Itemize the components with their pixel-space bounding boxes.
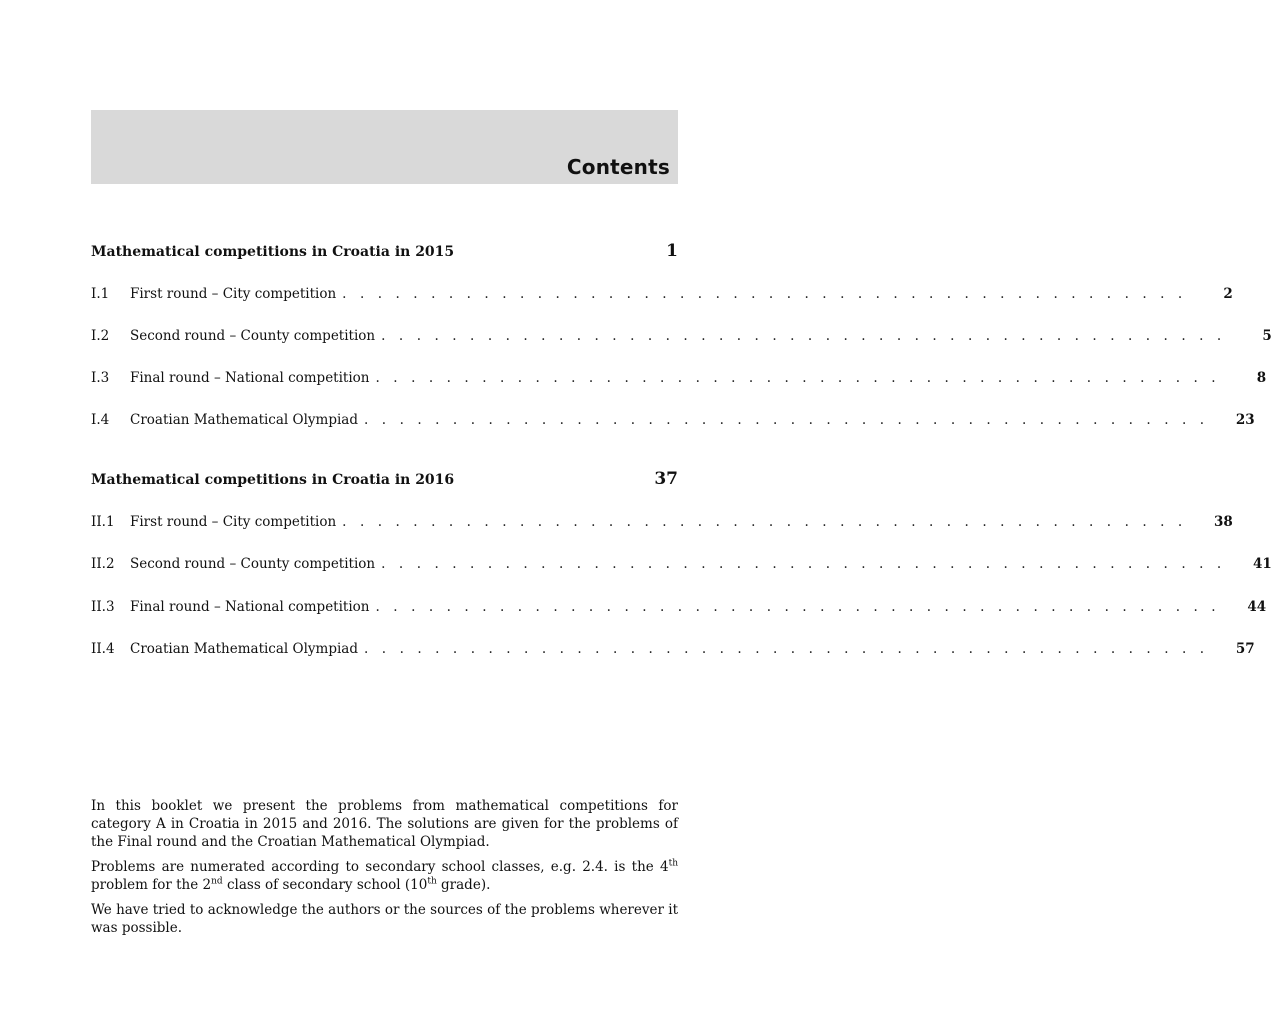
section-number: II.3 bbox=[91, 599, 115, 615]
section-page-number: 57 bbox=[1235, 641, 1255, 657]
section-title: Croatian Mathematical Olympiad bbox=[130, 641, 358, 657]
contents-title: Contents bbox=[566, 155, 670, 179]
part-title: Mathematical competitions in Croatia in 2016 bbox=[91, 472, 455, 488]
intro-p2-part-b: problem for the 2 bbox=[91, 877, 212, 893]
superscript-th: th bbox=[427, 876, 437, 887]
section-number: I.1 bbox=[91, 286, 110, 302]
dot-leader: . . . . . . . . . . . . . . . . . . . . . . . . . . . . . . . . . . . . . . . . . . . . . . . . bbox=[375, 599, 1221, 615]
intro-p2-part-d: grade). bbox=[436, 877, 491, 893]
toc-entry[interactable] bbox=[91, 556, 1272, 576]
section-title: Croatian Mathematical Olympiad bbox=[130, 412, 358, 428]
toc-entry[interactable] bbox=[91, 514, 1233, 534]
part-page-number: 1 bbox=[666, 241, 678, 261]
section-page-number: 5 bbox=[1262, 328, 1272, 344]
section-title: Second round – County competition bbox=[130, 556, 376, 572]
dot-leader: . . . . . . . . . . . . . . . . . . . . . . . . . . . . . . . . . . . . . . . . . . . . . . . . bbox=[342, 514, 1187, 530]
section-number: I.3 bbox=[91, 370, 110, 386]
part-page-number: 37 bbox=[654, 469, 678, 489]
superscript-th: th bbox=[668, 858, 678, 869]
part-title: Mathematical competitions in Croatia in 2015 bbox=[91, 244, 455, 260]
section-page-number: 23 bbox=[1235, 412, 1255, 428]
dot-leader: . . . . . . . . . . . . . . . . . . . . . . . . . . . . . . . . . . . . . . . . . . . . . . . . bbox=[364, 641, 1209, 657]
toc-entry[interactable] bbox=[91, 370, 1267, 390]
section-page-number: 44 bbox=[1247, 599, 1267, 615]
toc-part-2015[interactable] bbox=[91, 241, 678, 263]
section-number: II.2 bbox=[91, 556, 115, 572]
section-page-number: 8 bbox=[1256, 370, 1267, 386]
section-number: II.1 bbox=[91, 514, 115, 530]
section-page-number: 41 bbox=[1253, 556, 1272, 572]
intro-text bbox=[91, 797, 678, 944]
toc-entry[interactable] bbox=[91, 641, 1255, 661]
intro-p2-part-a: Problems are numerated according to secondary school classes, e.g. 2.4. is the 4 bbox=[91, 859, 669, 875]
dot-leader: . . . . . . . . . . . . . . . . . . . . . . . . . . . . . . . . . . . . . . . . . . . . . . . . bbox=[381, 556, 1226, 572]
superscript-nd: nd bbox=[211, 876, 223, 887]
intro-paragraph-3: We have tried to acknowledge the authors or the sources of the problems wherever it was possible. bbox=[91, 902, 678, 936]
section-number: I.4 bbox=[91, 412, 110, 428]
section-number: I.2 bbox=[91, 328, 110, 344]
toc-entry[interactable] bbox=[91, 328, 1272, 348]
section-title: Second round – County competition bbox=[130, 328, 376, 344]
toc-entry[interactable] bbox=[91, 599, 1267, 619]
dot-leader: . . . . . . . . . . . . . . . . . . . . . . . . . . . . . . . . . . . . . . . . . . . . . . . . bbox=[375, 370, 1221, 386]
intro-p2-part-c: class of secondary school (10 bbox=[222, 877, 428, 893]
toc-entry[interactable] bbox=[91, 286, 1233, 306]
section-title: Final round – National competition bbox=[130, 370, 370, 386]
toc-part-2016[interactable] bbox=[91, 469, 678, 491]
dot-leader: . . . . . . . . . . . . . . . . . . . . . . . . . . . . . . . . . . . . . . . . . . . . . . . . bbox=[342, 286, 1187, 302]
section-page-number: 2 bbox=[1223, 286, 1233, 302]
section-page-number: 38 bbox=[1214, 514, 1233, 530]
section-number: II.4 bbox=[91, 641, 115, 657]
section-title: Final round – National competition bbox=[130, 599, 370, 615]
dot-leader: . . . . . . . . . . . . . . . . . . . . . . . . . . . . . . . . . . . . . . . . . . . . . . . . bbox=[364, 412, 1209, 428]
intro-paragraph-2 bbox=[91, 858, 678, 894]
toc-entry[interactable] bbox=[91, 412, 1255, 432]
contents-header-box bbox=[91, 110, 678, 184]
section-title: First round – City competition bbox=[130, 514, 337, 530]
section-title: First round – City competition bbox=[130, 286, 337, 302]
intro-paragraph-1: In this booklet we present the problems from mathematical competitions for category A in Croatia in 2015 and 2016. The solutions are given for the problems of the Final round and the Croatian Mathematical Olympiad. bbox=[91, 798, 678, 850]
dot-leader: . . . . . . . . . . . . . . . . . . . . . . . . . . . . . . . . . . . . . . . . . . . . . . . . bbox=[381, 328, 1226, 344]
